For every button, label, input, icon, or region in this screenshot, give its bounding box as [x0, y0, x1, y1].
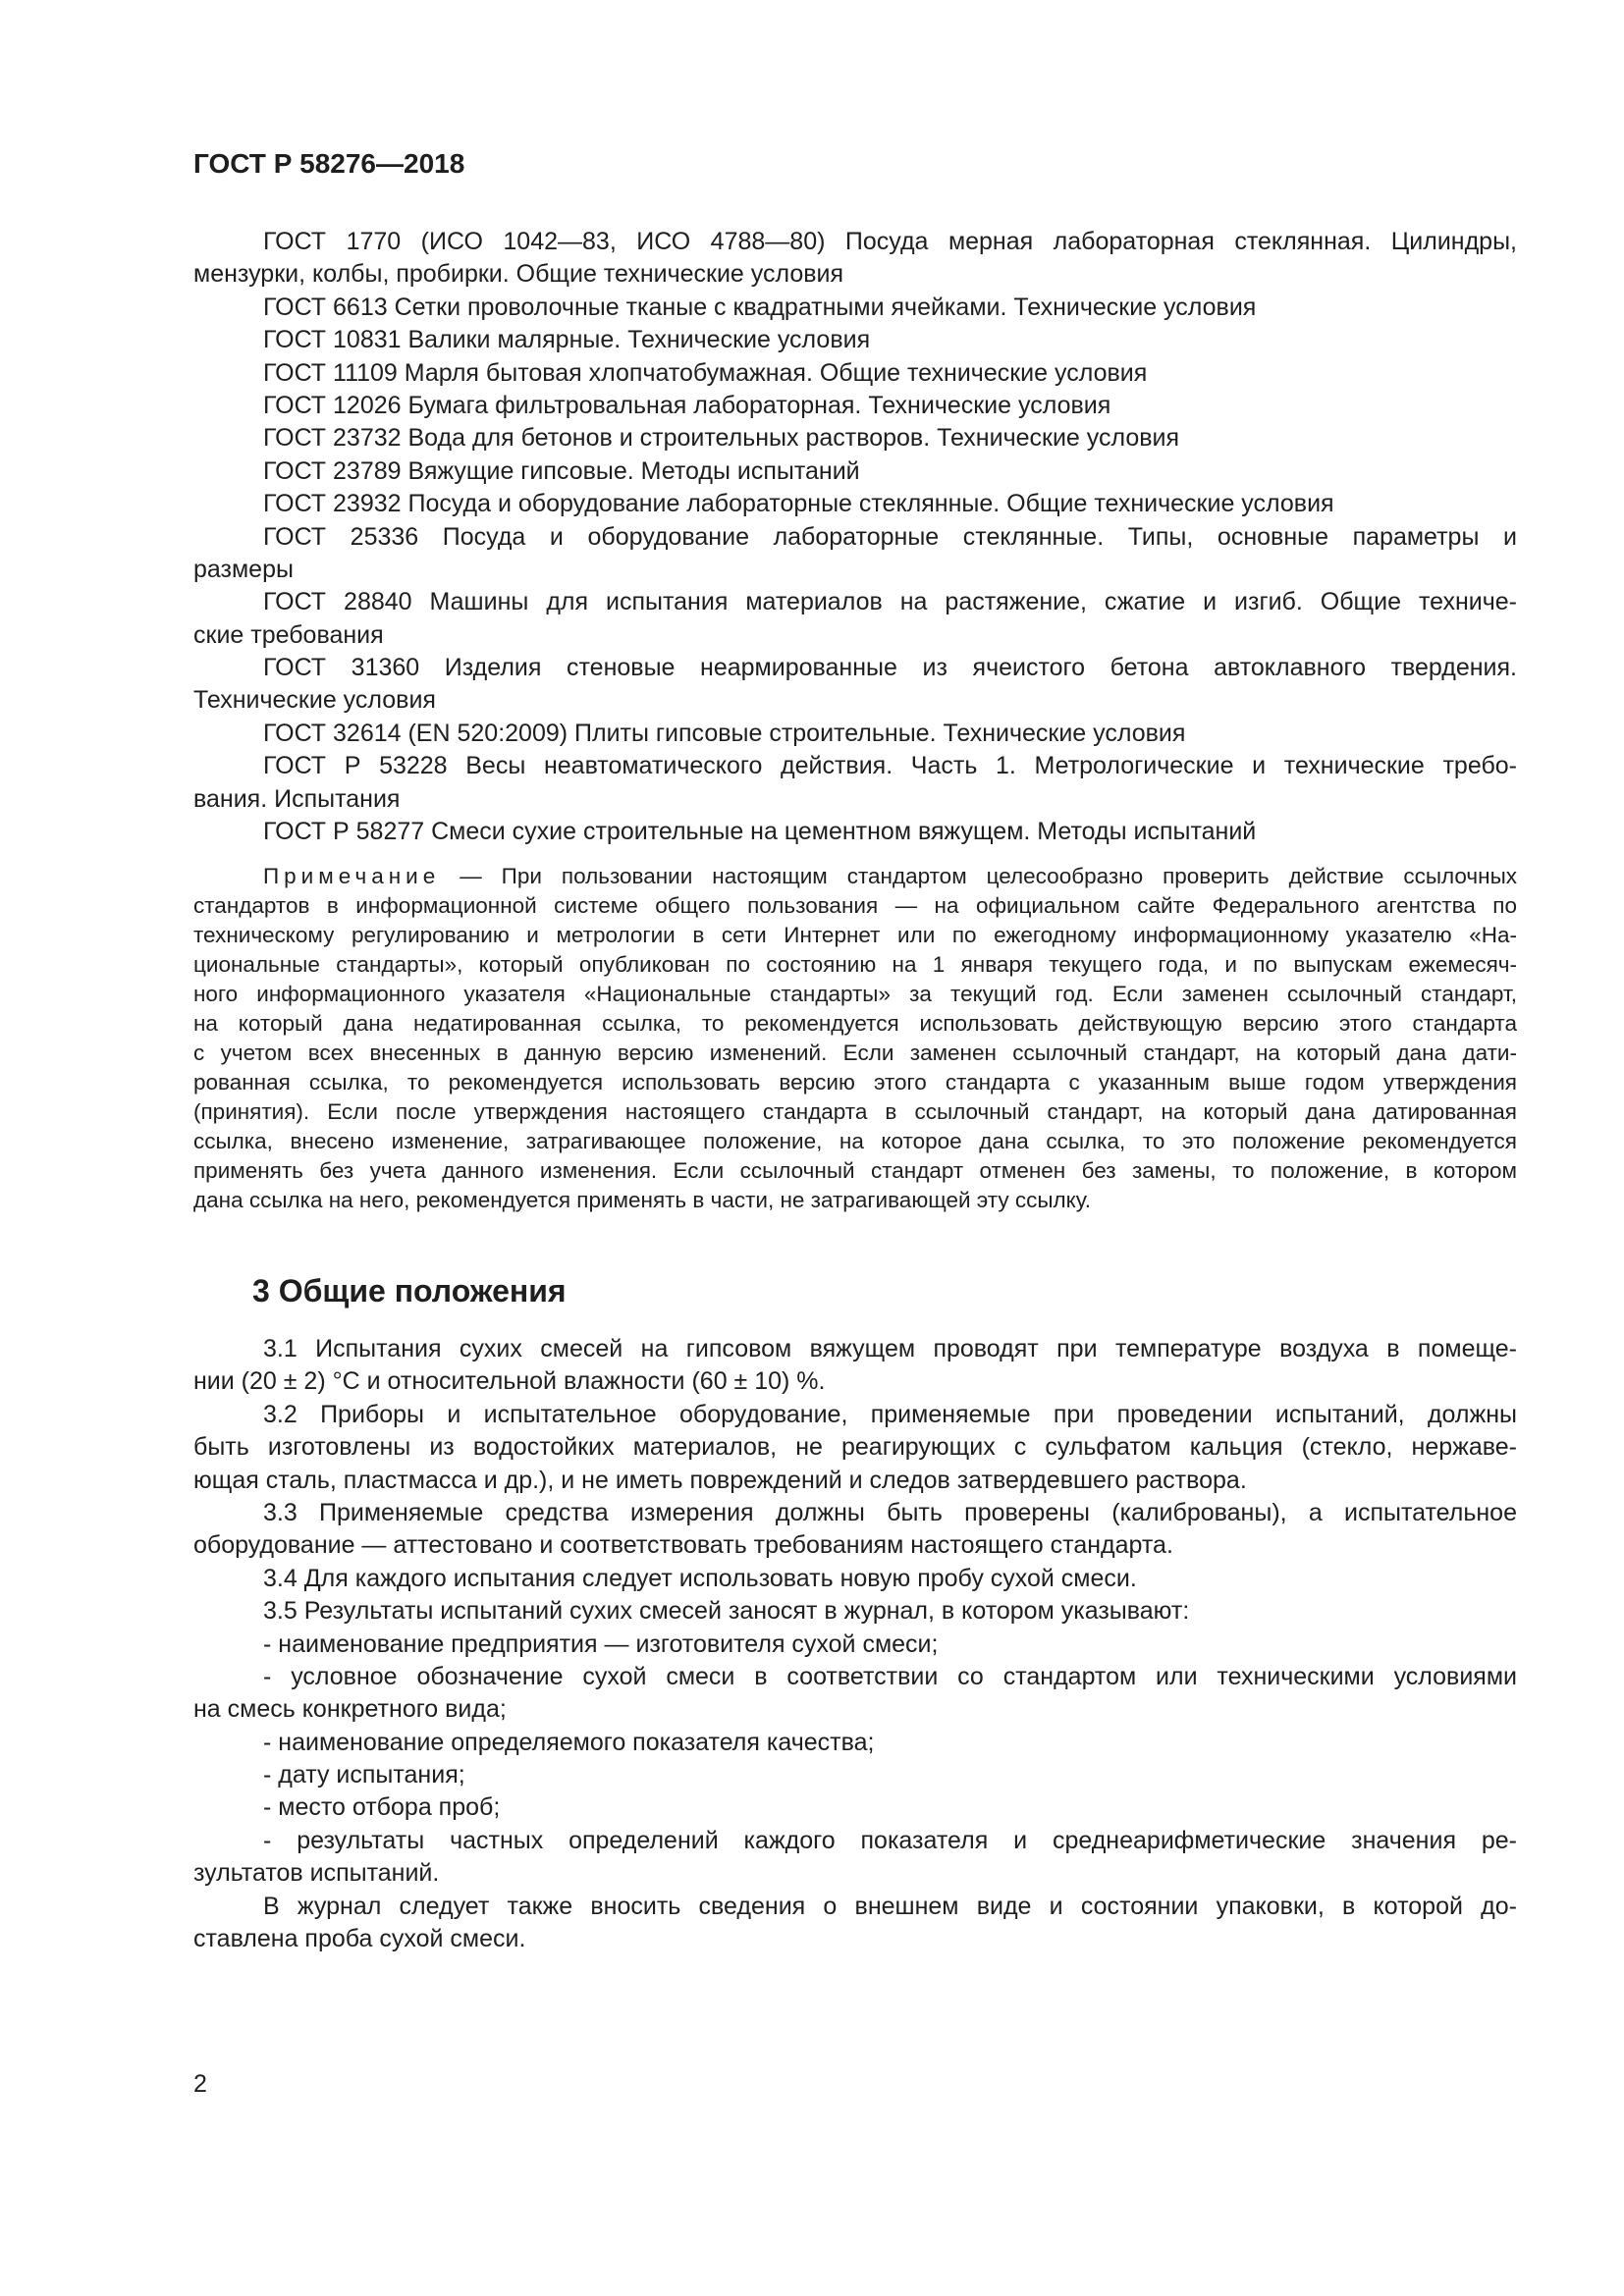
- note-line: [193, 862, 1517, 891]
- text-line: 3.3 Применяемые средства измерения должны быть проверены (калиброваны), а испытательное: [263, 1498, 1517, 1526]
- text-line: Технические условия: [193, 686, 436, 715]
- paragraph: [193, 1595, 1517, 1628]
- note-label: Примечание: [263, 864, 441, 888]
- note-block: [193, 862, 1517, 1215]
- paragraph: [193, 1825, 1517, 1891]
- text-line: ГОСТ 11109 Марля бытовая хлопчатобумажная. Общие технические условия: [263, 358, 1148, 387]
- reference-item: [193, 292, 1517, 324]
- paragraph: [193, 1891, 1517, 1956]
- text-line: - место отбора проб;: [263, 1793, 501, 1822]
- reference-item: [193, 226, 1517, 292]
- text-line: на смесь конкретного вида;: [193, 1695, 507, 1724]
- text-line: ГОСТ 32614 (EN 520:2009) Плиты гипсовые строительные. Технические условия: [263, 719, 1186, 747]
- note-line: стандартов в информационной системе общего пользования — на официальном сайте Федерального агентства по: [193, 893, 1517, 918]
- text-line: В журнал следует также вносить сведения о внешнем виде и состоянии упаковки, в которой до-: [263, 1892, 1517, 1920]
- reference-item: [193, 390, 1517, 422]
- text-line: ющая сталь, пластмасса и др.), и не иметь повреждений и следов затвердевшего раствора.: [193, 1466, 1247, 1494]
- text-line: 3.1 Испытания сухих смесей на гипсовом вяжущем проводят при температуре воздуха в помеще-: [263, 1335, 1517, 1362]
- text-line: ГОСТ 31360 Изделия стеновые неармированные из ячеистого бетона автоклавного твердения.: [263, 654, 1517, 682]
- text-line: ГОСТ 12026 Бумага фильтровальная лабораторная. Технические условия: [263, 391, 1111, 419]
- section-3-body: [193, 1333, 1517, 1955]
- text-line: ГОСТ Р 58277 Смеси сухие строительные на цементном вяжущем. Методы испытаний: [263, 818, 1257, 846]
- text-line: 3.5 Результаты испытаний сухих смесей заносят в журнал, в котором указывают:: [263, 1597, 1190, 1626]
- reference-item: [193, 586, 1517, 652]
- text-line: нии (20 ± 2) °С и относительной влажности (60 ± 10) %.: [193, 1367, 826, 1396]
- paragraph: [193, 1629, 1517, 1661]
- text-line: вания. Испытания: [193, 784, 401, 813]
- text-line: ставлена проба сухой смеси.: [193, 1925, 526, 1953]
- reference-item: [193, 455, 1517, 488]
- text-line: ГОСТ 23932 Посуда и оборудование лабораторные стеклянные. Общие технические условия: [263, 490, 1334, 518]
- text-line: ГОСТ 10831 Валики малярные. Технические условия: [263, 326, 871, 354]
- text-line: ские требования: [193, 620, 384, 649]
- note-line: дана ссылка на него, рекомендуется применять в части, не затрагивающей эту ссылку.: [193, 1188, 1091, 1212]
- note-line: ссылка, внесено изменение, затрагивающее положение, на которое дана ссылка, то это положение рекомендуется: [193, 1129, 1517, 1153]
- text-line: - условное обозначение сухой смеси в соответствии со стандартом или техническими условиями: [263, 1662, 1517, 1690]
- text-line: - результаты частных определений каждого показателя и среднеарифметические значения ре-: [263, 1826, 1517, 1854]
- text-line: мензурки, колбы, пробирки. Общие технические условия: [193, 260, 844, 289]
- text-line: оборудование — аттестовано и соответствовать требованиям настоящего стандарта.: [193, 1531, 1173, 1560]
- document-header: ГОСТ Р 58276—2018: [193, 148, 465, 179]
- reference-item: [193, 324, 1517, 356]
- paragraph: [193, 1333, 1517, 1399]
- text-line: быть изготовлены из водостойких материалов, не реагирующих с сульфатом кальция (стекло, нержаве-: [193, 1433, 1517, 1462]
- reference-item: [193, 357, 1517, 390]
- note-line: с учетом всех внесенных в данную версию изменений. Если заменен ссылочный стандарт, на который дана дати-: [193, 1041, 1517, 1065]
- paragraph: [193, 1759, 1517, 1791]
- paragraph: [193, 1399, 1517, 1497]
- note-line: (принятия). Если после утверждения настоящего стандарта в ссылочный стандарт, на который дана датированная: [193, 1099, 1517, 1124]
- text-line: ГОСТ 23732 Вода для бетонов и строительных растворов. Технические условия: [263, 424, 1180, 453]
- reference-item: [193, 816, 1517, 848]
- text-line: ГОСТ 28840 Машины для испытания материалов на растяжение, сжатие и изгиб. Общие техниче-: [263, 588, 1517, 616]
- reference-item: [193, 422, 1517, 454]
- note-line: на который дана недатированная ссылка, то рекомендуется использовать действующую версию этого стандарта: [193, 1011, 1517, 1036]
- reference-item: [193, 521, 1517, 587]
- note-line: ного информационного указателя «Национальные стандарты» за текущий год. Если заменен ссылочный стандарт,: [193, 982, 1517, 1006]
- reference-item: [193, 750, 1517, 816]
- note-text: — При пользовании настоящим стандартом целесообразно проверить действие ссылочных: [440, 864, 1517, 888]
- text-line: ГОСТ 23789 Вяжущие гипсовые. Методы испытаний: [263, 456, 860, 485]
- text-line: 3.4 Для каждого испытания следует использовать новую пробу сухой смеси.: [263, 1564, 1137, 1592]
- reference-item: [193, 718, 1517, 750]
- text-line: ГОСТ 1770 (ИСО 1042—83, ИСО 4788—80) Посуда мерная лабораторная стеклянная. Цилиндры,: [263, 228, 1517, 255]
- text-line: - дату испытания;: [263, 1761, 465, 1789]
- text-line: ГОСТ 6613 Сетки проволочные тканые с квадратными ячейками. Технические условия: [263, 293, 1257, 321]
- text-line: ГОСТ 25336 Посуда и оборудование лабораторные стеклянные. Типы, основные параметры и: [263, 522, 1517, 551]
- section-heading: 3 Общие положения: [252, 1273, 567, 1308]
- text-line: - наименование определяемого показателя качества;: [263, 1728, 875, 1756]
- text-line: размеры: [193, 555, 294, 583]
- text-line: ГОСТ Р 53228 Весы неавтоматического действия. Часть 1. Метрологические и технические требо-: [263, 752, 1517, 780]
- paragraph: [193, 1727, 1517, 1759]
- text-line: 3.2 Приборы и испытательное оборудование, применяемые при проведении испытаний, должны: [263, 1400, 1517, 1428]
- page-number: 2: [193, 2070, 207, 2098]
- paragraph: [193, 1563, 1517, 1595]
- paragraph: [193, 1497, 1517, 1563]
- normative-references-list: [193, 226, 1517, 848]
- reference-item: [193, 652, 1517, 718]
- note-line: техническому регулированию и метрологии в сети Интернет или по ежегодному информационному указателю «На-: [193, 923, 1517, 947]
- reference-item: [193, 488, 1517, 520]
- text-line: зультатов испытаний.: [193, 1859, 440, 1888]
- paragraph: [193, 1791, 1517, 1824]
- note-line: рованная ссылка, то рекомендуется использовать версию этого стандарта с указанным выше годом утверждения: [193, 1070, 1517, 1095]
- note-line: применять без учета данного изменения. Если ссылочный стандарт отменен без замены, то положение, в котором: [193, 1158, 1517, 1183]
- paragraph: [193, 1661, 1517, 1727]
- note-line: циональные стандарты», который опубликован по состоянию на 1 января текущего года, и по выпускам ежемесяч-: [193, 952, 1517, 977]
- text-line: - наименование предприятия — изготовителя сухой смеси;: [263, 1629, 939, 1658]
